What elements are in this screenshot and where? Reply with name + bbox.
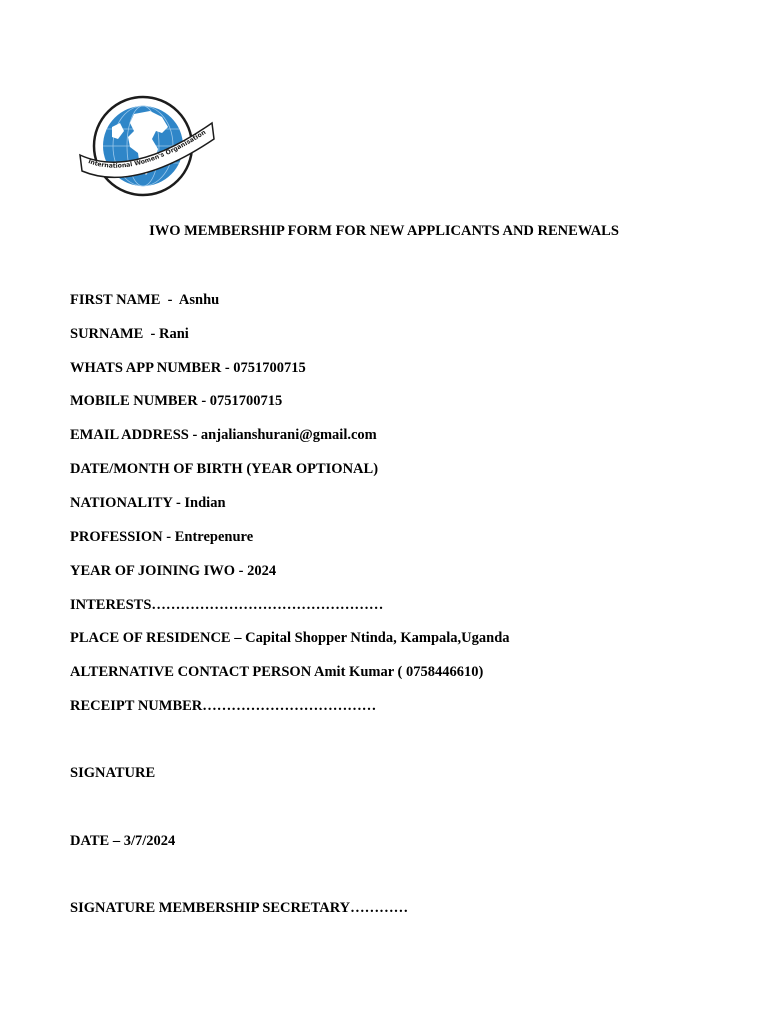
- place-of-residence-field: PLACE OF RESIDENCE – Capital Shopper Ntinda, Kampala,Uganda: [70, 630, 510, 646]
- receipt-number-field: RECEIPT NUMBER………………………………: [70, 698, 377, 714]
- mobile-number-field: MOBILE NUMBER - 0751700715: [70, 393, 283, 409]
- first-name-field: FIRST NAME - Asnhu: [70, 292, 220, 308]
- email-address-field: EMAIL ADDRESS - anjalianshurani@gmail.com: [70, 427, 377, 443]
- nationality-field: NATIONALITY - Indian: [70, 495, 226, 511]
- interests-field: INTERESTS…………………………………………: [70, 597, 384, 613]
- whatsapp-number-field: WHATS APP NUMBER - 0751700715: [70, 360, 306, 376]
- surname-field: SURNAME - Rani: [70, 326, 189, 342]
- signature-field: SIGNATURE: [70, 765, 156, 781]
- date-of-birth-field: DATE/MONTH OF BIRTH (YEAR OPTIONAL): [70, 461, 379, 477]
- logo-band-text: International Women's Organisation: [87, 128, 208, 170]
- profession-field: PROFESSION - Entrepenure: [70, 529, 254, 545]
- alternative-contact-field: ALTERNATIVE CONTACT PERSON Amit Kumar ( 0758446610): [70, 664, 484, 680]
- year-of-joining-field: YEAR OF JOINING IWO - 2024: [70, 563, 277, 579]
- date-field: DATE – 3/7/2024: [70, 833, 176, 849]
- secretary-signature-field: SIGNATURE MEMBERSHIP SECRETARY…………: [70, 900, 409, 916]
- organization-logo: [72, 87, 216, 207]
- form-title: IWO MEMBERSHIP FORM FOR NEW APPLICANTS AND RENEWALS: [149, 223, 619, 239]
